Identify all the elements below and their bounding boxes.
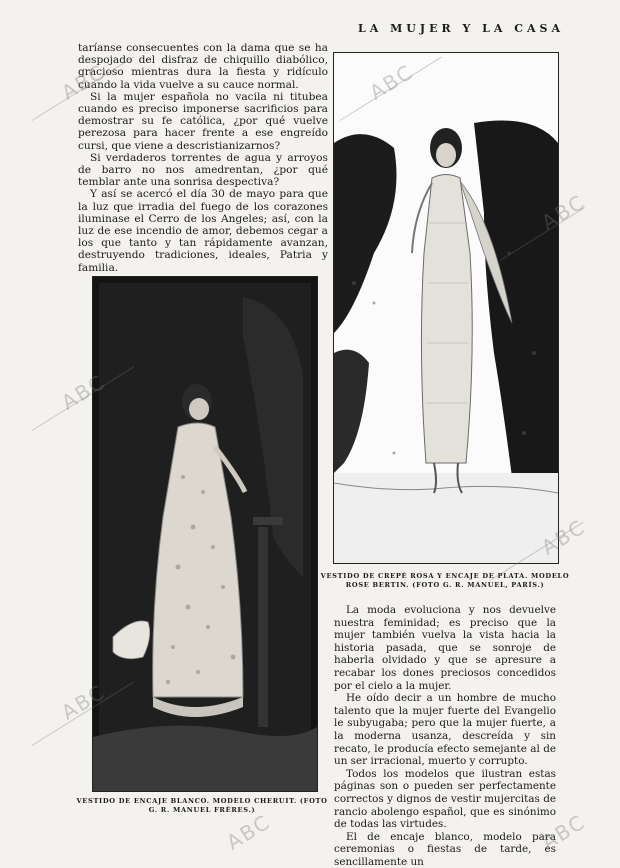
top-text-column (78, 42, 328, 274)
paragraph: taríanse consecuentes con la dama que se ha despojado del disfraz de chiquillo diabólico, gracioso mientras dura la fiesta y ridículo cuando la vida vuelve a su cauce normal. (78, 42, 328, 91)
watermark: ABC (365, 59, 418, 105)
watermark: ABC (222, 809, 275, 855)
paragraph: Si la mujer española no vacila ni titubea cuando es preciso imponerse sacrificios para demostrar su fe católica, ¿por qué vuelve perezosa para hacer frente a ese engreído cursi, que viene a descristianizarnos? (78, 90, 328, 152)
watermark: ABC (537, 514, 590, 560)
paragraph: El de encaje blanco, modelo para ceremonias o fiestas de tarde, es sencillamente un (334, 830, 556, 868)
paragraph: Y así se acercó el día 30 de mayo para que la luz que irradia del fuego de los corazones iluminase el Cerro de los Angeles; así, con la luz de ese incendio de amor, debemos cegar a los que tanto y tan rápidamente avanzan, destruyendo tradiciones, ideales, Patria y familia. (78, 188, 328, 274)
paragraph: Si verdaderos torrentes de agua y arroyos de barro no nos amedrentan, ¿por qué temblar ante una sonrisa despectiva? (78, 151, 328, 189)
bottom-text-column (334, 604, 556, 868)
paragraph: He oído decir a un hombre de mucho talento que la mujer fuerte del Evangelio le subyugaba; pero que la mujer fuerte, a la moderna usanza, descreída y sin recato, le producía efecto semejante al de un ser irracional, muerto y corrupto. (334, 692, 556, 768)
photo-illustration (334, 53, 558, 563)
page-header: LA MUJER Y LA CASA (358, 22, 564, 35)
watermark: ABC (57, 679, 110, 725)
photo-lace-dress (92, 276, 318, 792)
watermark: ABC (537, 189, 590, 235)
watermark: ABC (537, 809, 590, 855)
watermark: ABC (57, 369, 110, 415)
caption-right: VESTIDO DE CREPÉ ROSA Y ENCAJE DE PLATA. MODELO ROSE BERTIN. (FOTO G. R. MANUEL, PARÍS.) (320, 572, 570, 589)
caption-left: VESTIDO DE ENCAJE BLANCO. MODELO CHERUIT. (FOTO G. R. MANUEL FRÈRES.) (76, 797, 328, 814)
photo-illustration (93, 277, 317, 791)
photo-rose-dress (333, 52, 559, 564)
paragraph: Todos los modelos que ilustran estas páginas son o pueden ser perfectamente correctos y dignos de vestir mujercitas de rancio abolengo español, que es sinónimo de todas las virtudes. (334, 767, 556, 831)
paragraph: La moda evoluciona y nos devuelve nuestra feminidad; es preciso que la mujer también vuelva la vista hacia la historia pasada, que se sonroje de haberla olvidado y que se apresure a recabar los dones preciosos concedidos por el cielo a la mujer. (334, 604, 556, 692)
watermark: ABC (57, 59, 110, 105)
